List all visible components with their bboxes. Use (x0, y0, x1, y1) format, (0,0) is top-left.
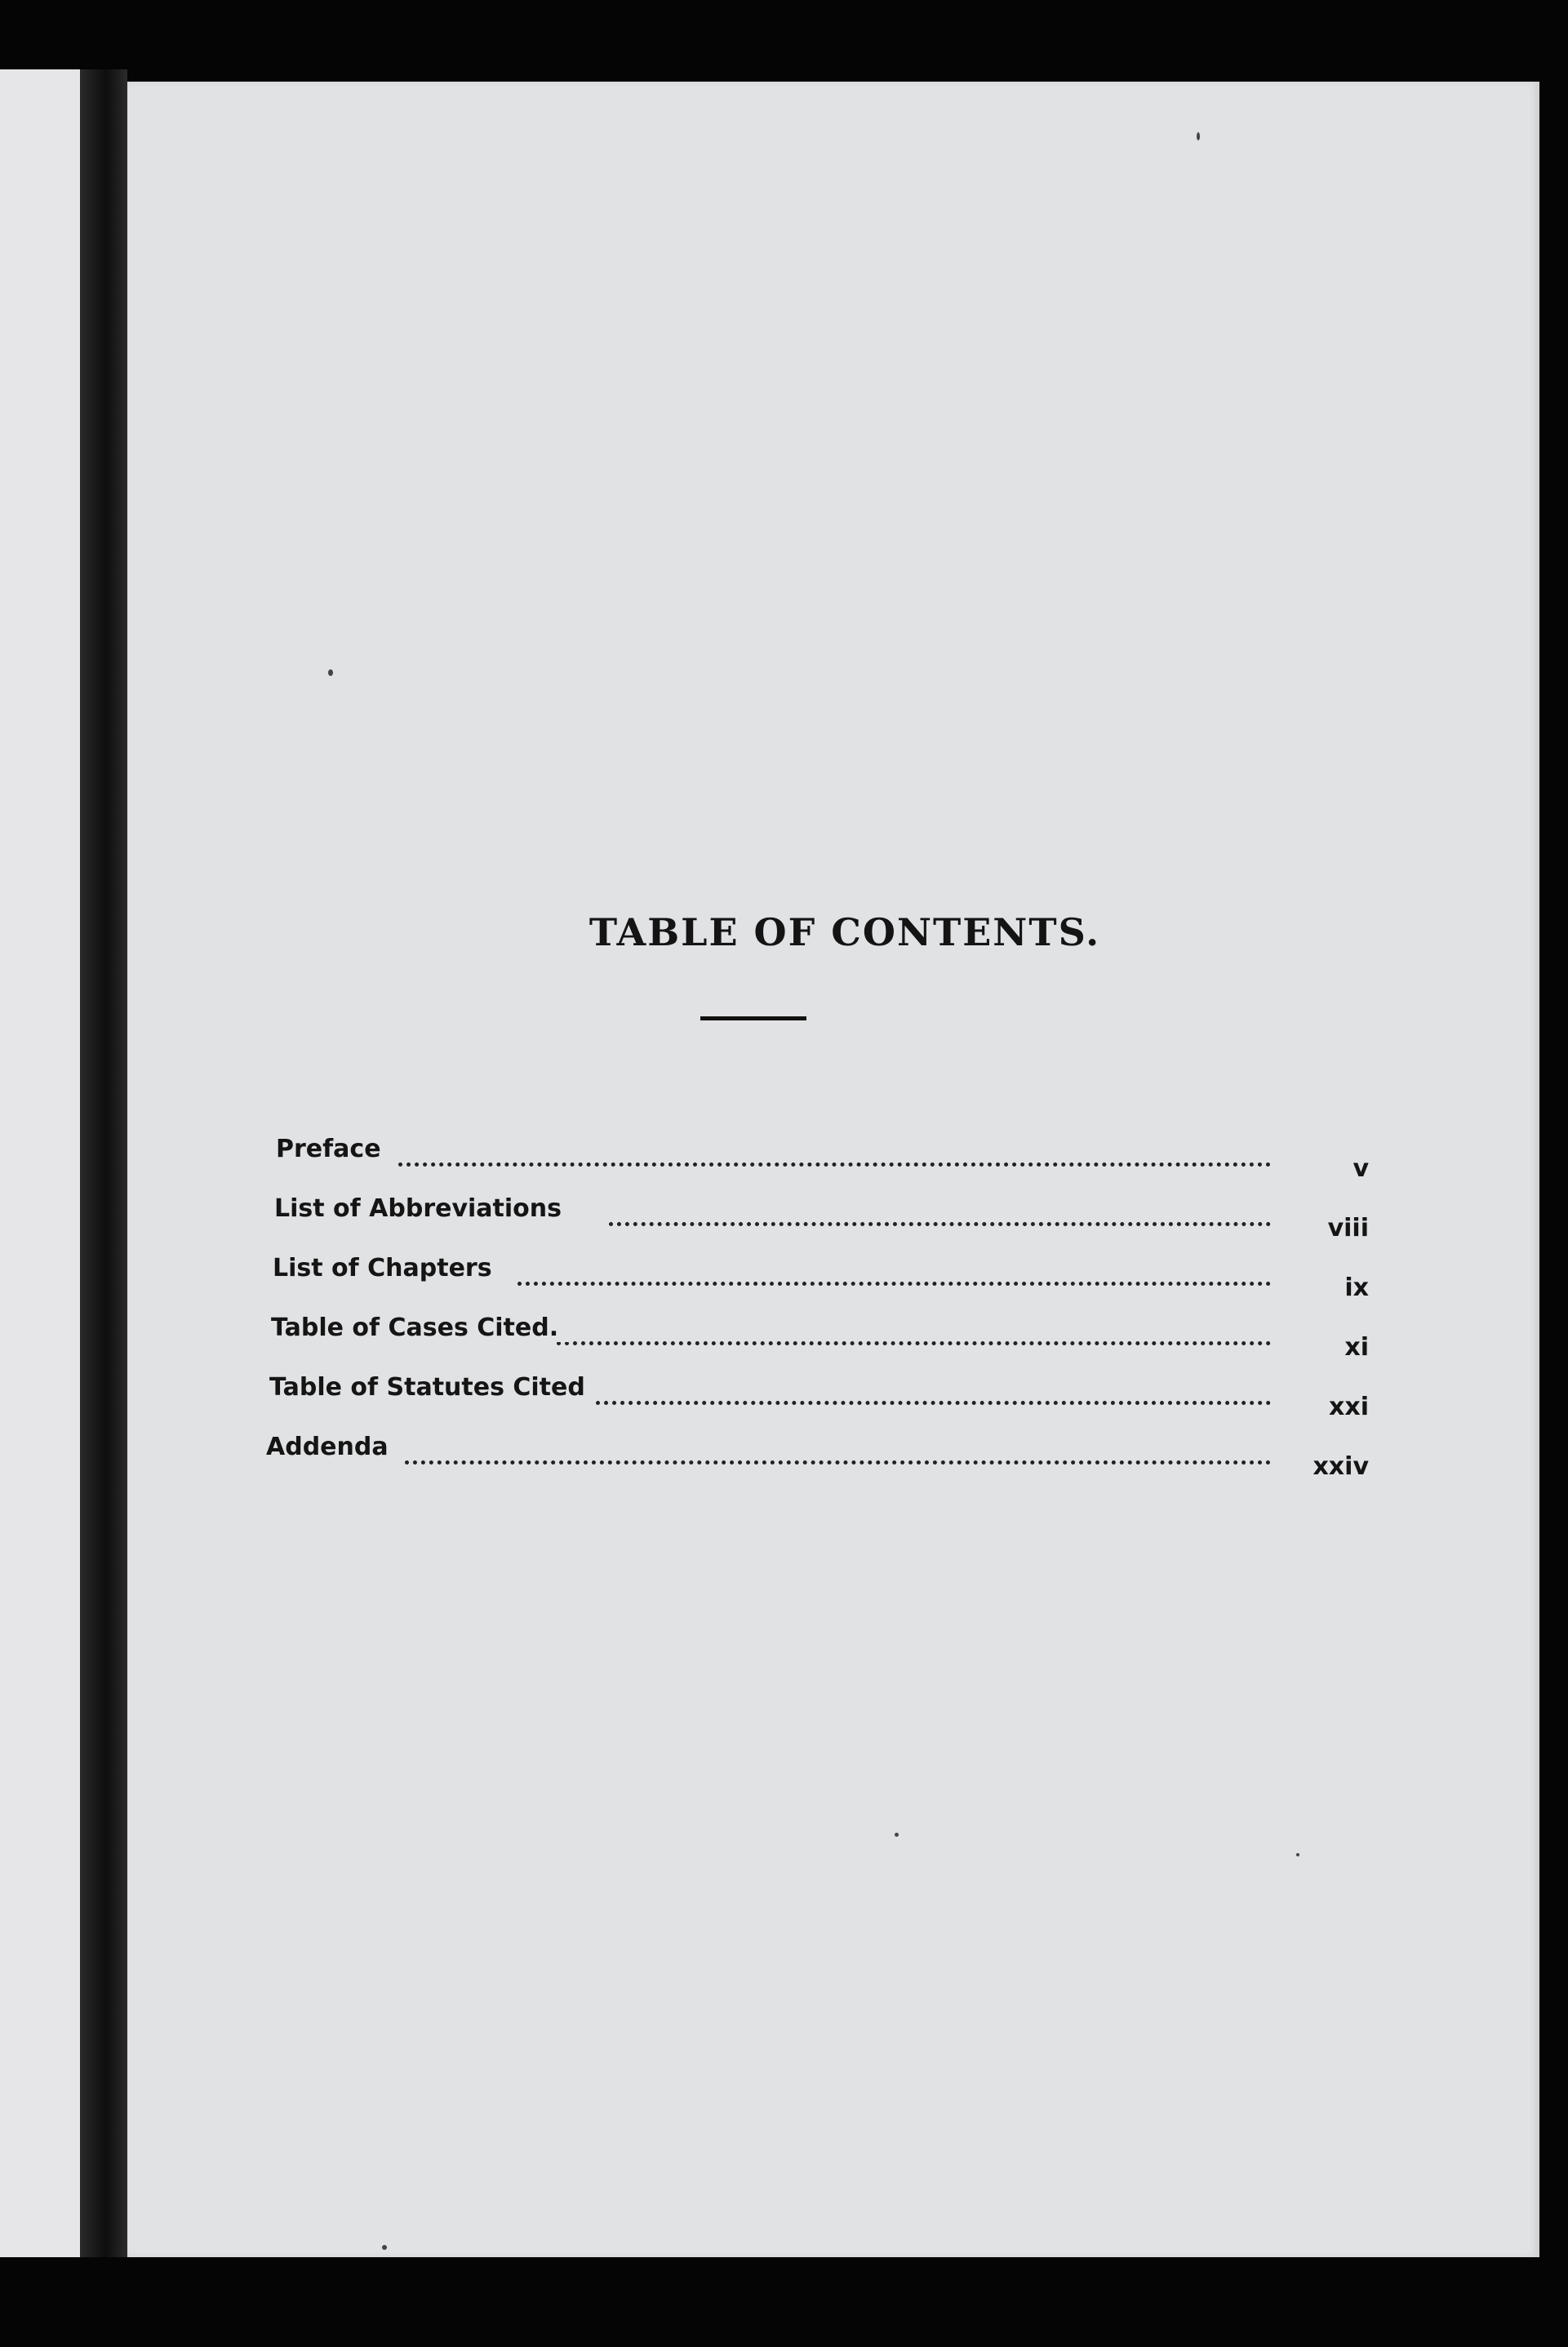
toc-entry-statutes-cited (269, 1373, 1369, 1433)
toc-entry-abbreviations (274, 1194, 1369, 1254)
paper-speck (382, 2245, 387, 2250)
toc-entry-label: Addenda (266, 1433, 400, 1461)
toc-entry-cases-cited (271, 1314, 1369, 1373)
book-spine (80, 69, 127, 2257)
toc-entry-label: List of Abbreviations (274, 1194, 573, 1223)
toc-entry-page: xxi (1329, 1393, 1369, 1421)
paper-speck (1296, 1853, 1299, 1856)
toc-entry-page: v (1353, 1154, 1369, 1183)
toc-entry-page: xi (1344, 1333, 1369, 1362)
paper-speck (1197, 132, 1200, 140)
toc-entry-page: xxiv (1313, 1452, 1369, 1481)
toc-leader (517, 1260, 1271, 1286)
table-of-contents (263, 1135, 1369, 1492)
toc-leader (398, 1141, 1271, 1167)
toc-entry-addenda (266, 1433, 1369, 1492)
toc-entry-label: Preface (276, 1135, 393, 1163)
toc-leader (596, 1380, 1271, 1405)
toc-entry-page: viii (1327, 1214, 1369, 1242)
paper-speck (895, 1833, 899, 1837)
toc-entry-label: Table of Cases Cited. (271, 1314, 570, 1342)
toc-entry-label: List of Chapters (273, 1254, 504, 1282)
toc-entry-chapters (273, 1254, 1369, 1314)
toc-entry-label: Table of Statutes Cited (269, 1373, 597, 1402)
toc-entry-preface (276, 1135, 1369, 1194)
toc-leader (609, 1201, 1271, 1226)
toc-leader (557, 1320, 1271, 1345)
left-page-edge (0, 69, 80, 2257)
toc-leader (405, 1439, 1271, 1465)
page-title: TABLE OF CONTENTS. (589, 910, 1101, 954)
title-rule (700, 1016, 806, 1020)
paper-speck (328, 669, 333, 676)
toc-entry-page: ix (1344, 1274, 1369, 1302)
page (127, 82, 1539, 2257)
